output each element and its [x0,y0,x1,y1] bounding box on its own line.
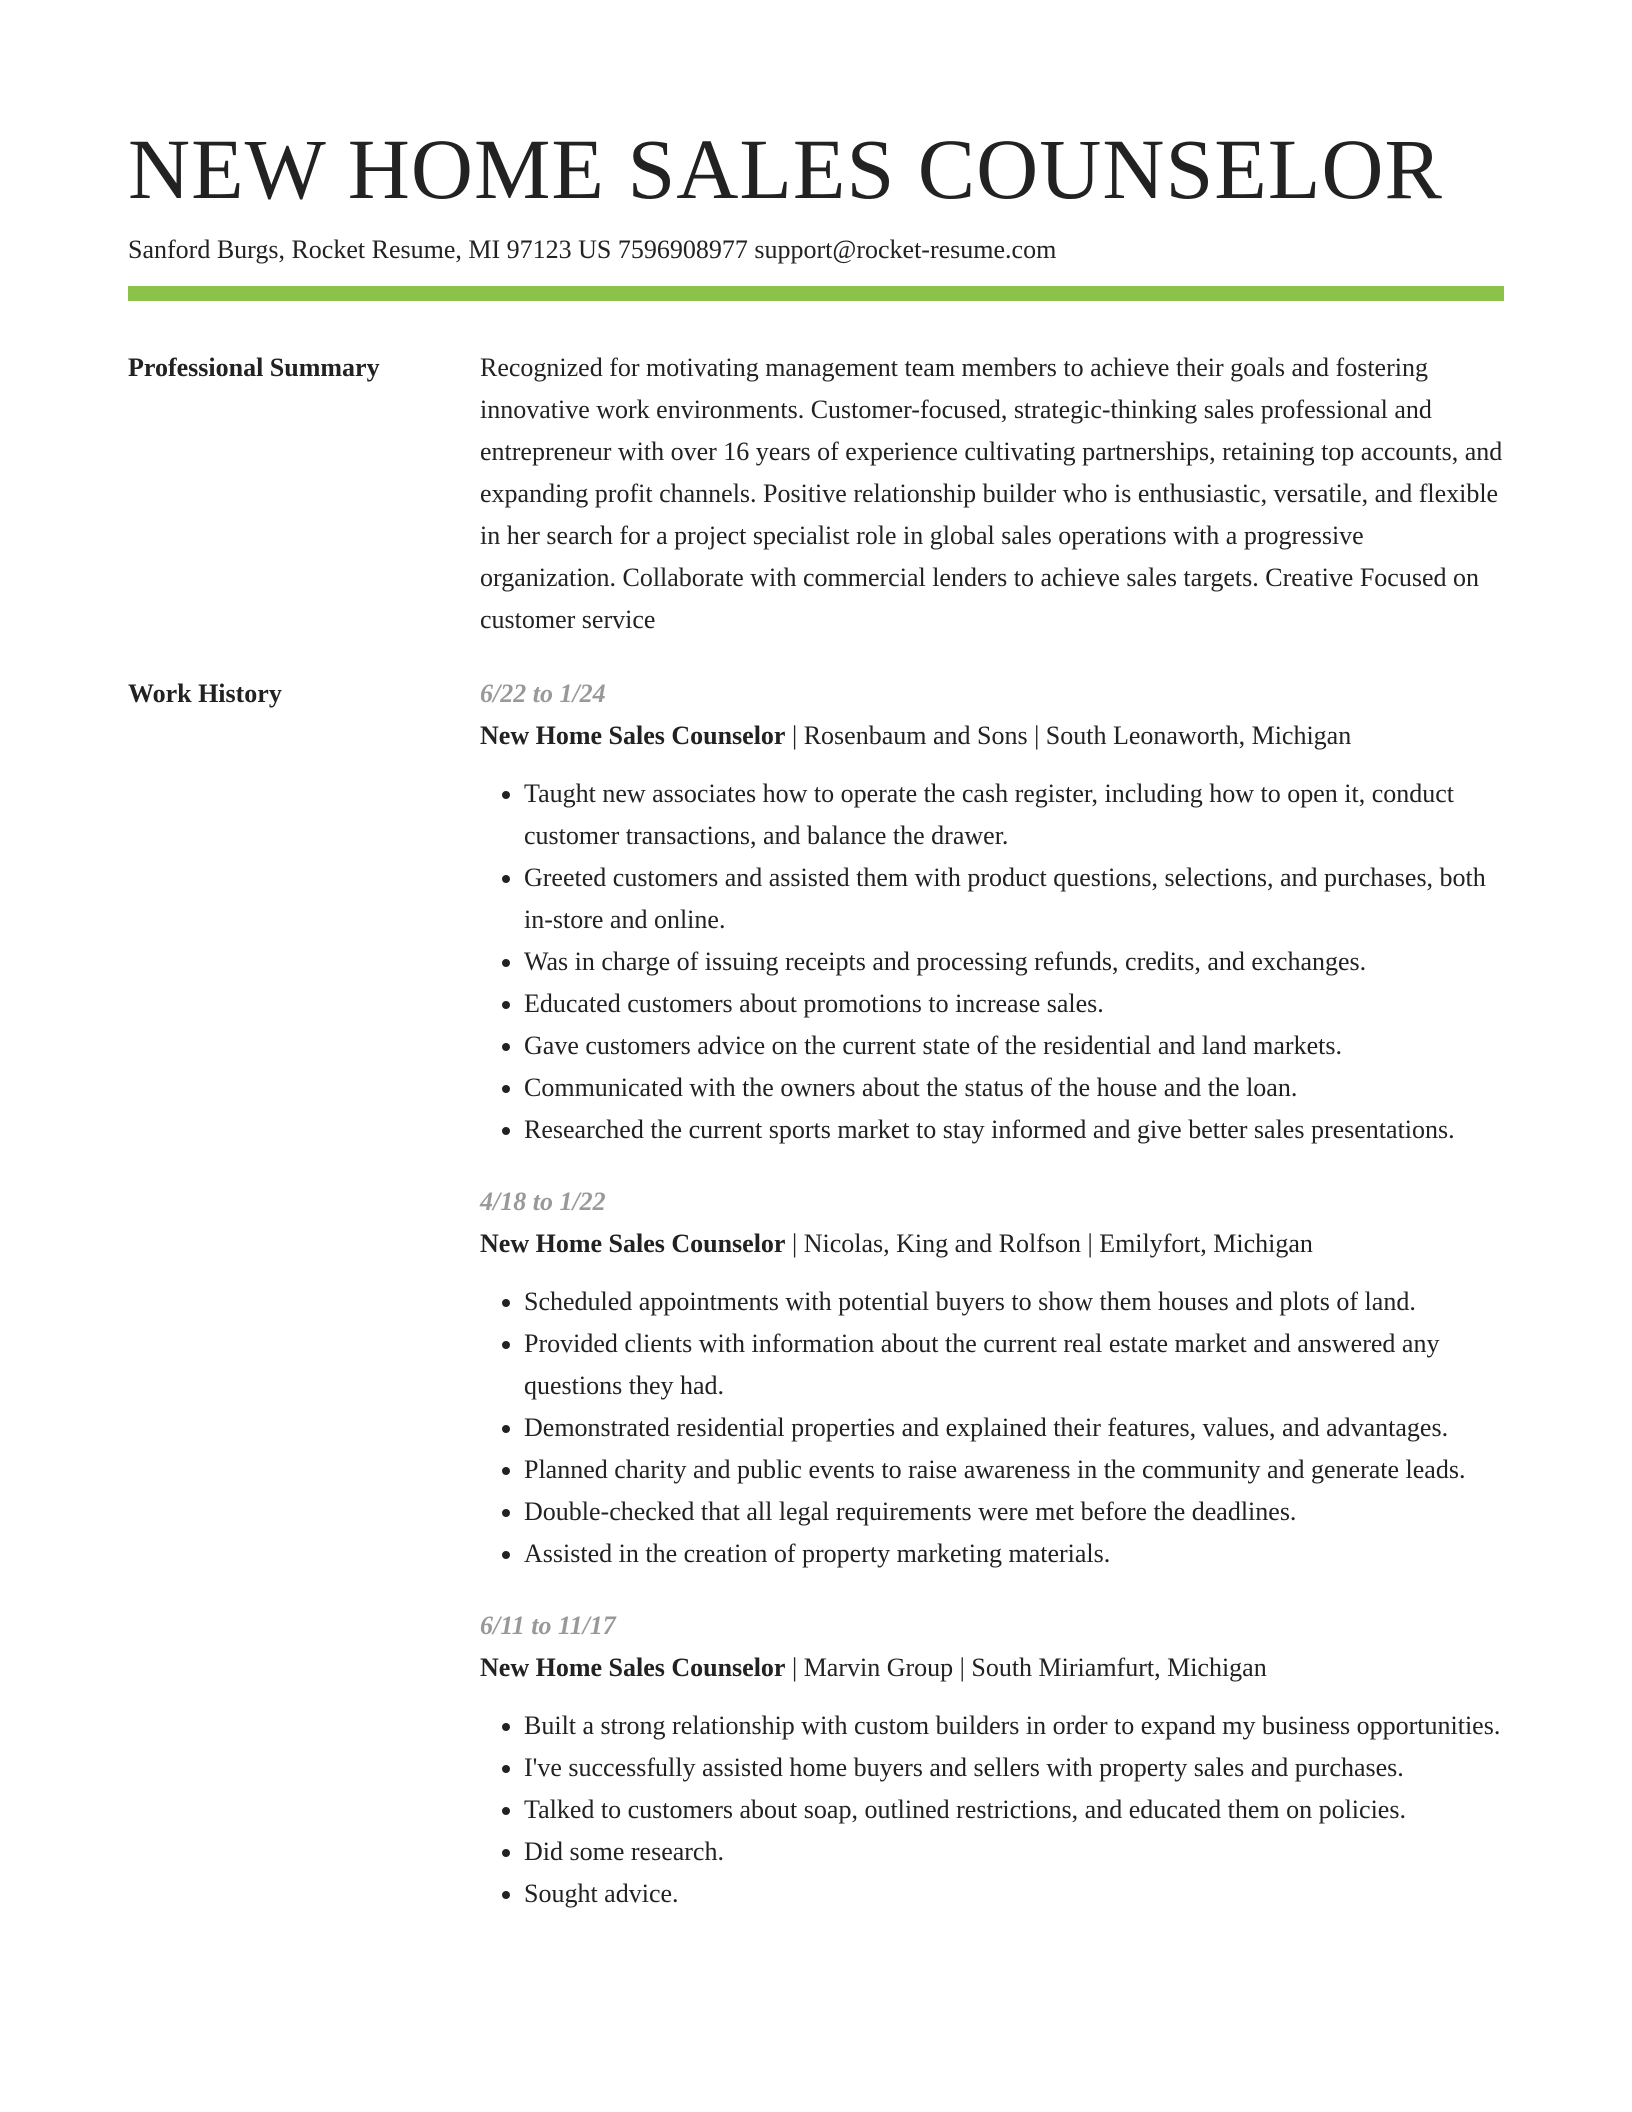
job-title: New Home Sales Counselor [480,1229,786,1258]
job-date: 6/22 to 1/24 [480,679,606,708]
job-duties-list [480,773,1504,1151]
section-body [480,347,1504,641]
job-entry [480,1605,1504,1915]
list-item: • Sought advice. [524,1873,1504,1915]
job-heading [480,1647,1504,1689]
list-item: • Planned charity and public events to raise awareness in the community and generate leads. [524,1449,1504,1491]
list-item: • Greeted customers and assisted them with product questions, selections, and purchases, both in-store and online. [524,857,1504,941]
job-date: 6/11 to 11/17 [480,1611,616,1640]
section-label: Professional Summary [128,353,380,382]
list-item: • Double-checked that all legal requirements were met before the deadlines. [524,1491,1504,1533]
list-item: • Assisted in the creation of property marketing materials. [524,1533,1504,1575]
list-item: • Built a strong relationship with custom builders in order to expand my business opportunities. [524,1705,1504,1747]
list-item: • Researched the current sports market to stay informed and give better sales presentations. [524,1109,1504,1151]
list-item: • Gave customers advice on the current state of the residential and land markets. [524,1025,1504,1067]
job-employer-location: | Marvin Group | South Miriamfurt, Michigan [785,1653,1267,1682]
list-item: • Educated customers about promotions to increase sales. [524,983,1504,1025]
section-body [480,673,1504,1945]
list-item: • Was in charge of issuing receipts and processing refunds, credits, and exchanges. [524,941,1504,983]
section-label: Work History [128,679,282,708]
job-duties-list [480,1705,1504,1915]
list-item: • Talked to customers about soap, outlined restrictions, and educated them on policies. [524,1789,1504,1831]
resume-title: NEW HOME SALES COUNSELOR [128,121,1443,217]
job-entry [480,673,1504,1151]
header-divider [128,286,1504,301]
list-item: • Demonstrated residential properties and explained their features, values, and advantages. [524,1407,1504,1449]
list-item: • Scheduled appointments with potential buyers to show them houses and plots of land. [524,1281,1504,1323]
job-title: New Home Sales Counselor [480,1653,786,1682]
list-item: • Did some research. [524,1831,1504,1873]
job-date: 4/18 to 1/22 [480,1187,606,1216]
contact-line: Sanford Burgs, Rocket Resume, MI 97123 US 7596908977 support@rocket-resume.com [128,235,1057,264]
list-item: • Communicated with the owners about the status of the house and the loan. [524,1067,1504,1109]
job-entry [480,1181,1504,1575]
job-title: New Home Sales Counselor [480,721,786,750]
list-item: • Provided clients with information about the current real estate market and answered any questions they had. [524,1323,1504,1407]
job-heading [480,715,1504,757]
job-employer-location: | Rosenbaum and Sons | South Leonaworth, Michigan [785,721,1352,750]
list-item: • Taught new associates how to operate the cash register, including how to open it, conduct customer transactions, and balance the drawer. [524,773,1504,857]
job-employer-location: | Nicolas, King and Rolfson | Emilyfort, Michigan [785,1229,1313,1258]
summary-text: Recognized for motivating management team members to achieve their goals and fostering innovative work environments. Customer-focused, strategic-thinking sales professional and entrepreneur with over 16 years of experience cultivating partnerships, retaining top accounts, and expanding profit channels. Positive relationship builder who is enthusiastic, versatile, and flexible in her search for a project specialist role in global sales operations with a progressive organization. Collaborate with commercial lenders to achieve sales targets. Creative Focused on customer service [480,353,1503,634]
job-duties-list [480,1281,1504,1575]
job-heading [480,1223,1504,1265]
list-item: • I've successfully assisted home buyers and sellers with property sales and purchases. [524,1747,1504,1789]
